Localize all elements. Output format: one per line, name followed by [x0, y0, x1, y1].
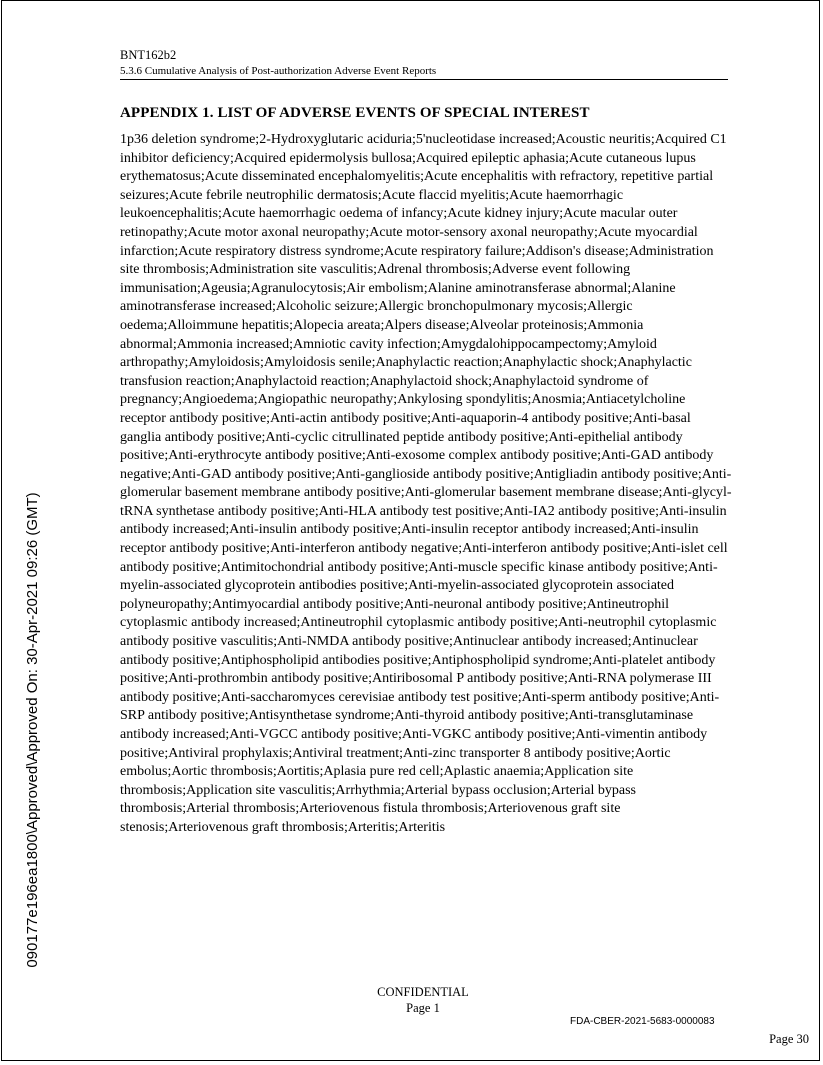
appendix-title: APPENDIX 1. LIST OF ADVERSE EVENTS OF SPECIAL INTEREST	[120, 105, 590, 121]
fda-document-id: FDA-CBER-2021-5683-0000083	[570, 1016, 715, 1027]
adverse-events-list: 1p36 deletion syndrome;2-Hydroxyglutaric aciduria;5'nucleotidase increased;Acoustic neuritis;Acquired C1 inhibitor deficiency;Acquired epidermolysis bullosa;Acquired epileptic aphasia;Acute cutaneous lupus erythematosus;Acute disseminated encephalomyelitis;Acute encephalitis with refractory, repetitive partial seizures;Acute febrile neutrophilic dermatosis;Acute flaccid myelitis;Acute haemorrhagic leukoencephalitis;Acute haemorrhagic oedema of infancy;Acute kidney injury;Acute macular outer retinopathy;Acute motor axonal neuropathy;Acute motor-sensory axonal neuropathy;Acute myocardial infarction;Acute respiratory distress syndrome;Acute respiratory failure;Addison's disease;Administration site thrombosis;Administration site vasculitis;Adrenal thrombosis;Adverse event following immunisation;Ageusia;Agranulocytosis;Air embolism;Alanine aminotransferase abnormal;Alanine aminotransferase increased;Alcoholic seizure;Allergic bronchopulmonary mycosis;Allergic oedema;Alloimmune hepatitis;Alopecia areata;Alpers disease;Alveolar proteinosis;Ammonia abnormal;Ammonia increased;Amniotic cavity infection;Amygdalohippocampectomy;Amyloid arthropathy;Amyloidosis;Amyloidosis senile;Anaphylactic reaction;Anaphylactic shock;Anaphylactic transfusion reaction;Anaphylactoid reaction;Anaphylactoid shock;Anaphylactoid syndrome of pregnancy;Angioedema;Angiopathic neuropathy;Ankylosing spondylitis;Anosmia;Antiacetylcholine receptor antibody positive;Anti-actin antibody positive;Anti-aquaporin-4 antibody positive;Anti-basal ganglia antibody positive;Anti-cyclic citrullinated peptide antibody positive;Anti-epithelial antibody positive;Anti-erythrocyte antibody positive;Anti-exosome complex antibody positive;Anti-GAD antibody negative;Anti-GAD antibody positive;Anti-ganglioside antibody positive;Antigliadin antibody positive;Anti-glomerular basement membrane antibody positive;Anti-glomerular basement membrane disease;Anti-glycyl-tRNA synthetase antibody positive;Anti-HLA antibody test positive;Anti-IA2 antibody positive;Anti-insulin antibody increased;Anti-insulin antibody positive;Anti-insulin receptor antibody increased;Anti-insulin receptor antibody positive;Anti-interferon antibody negative;Anti-interferon antibody positive;Anti-islet cell antibody positive;Antimitochondrial antibody positive;Anti-muscle specific kinase antibody positive;Anti-myelin-associated glycoprotein antibodies positive;Anti-myelin-associated glycoprotein associated polyneuropathy;Antimyocardial antibody positive;Anti-neuronal antibody positive;Antineutrophil cytoplasmic antibody increased;Antineutrophil cytoplasmic antibody positive;Anti-neutrophil cytoplasmic antibody positive vasculitis;Anti-NMDA antibody positive;Antinuclear antibody increased;Antinuclear antibody positive;Antiphospholipid antibodies positive;Antiphospholipid syndrome;Anti-platelet antibody positive;Anti-prothrombin antibody positive;Antiribosomal P antibody positive;Anti-RNA polymerase III antibody positive;Anti-saccharomyces cerevisiae antibody test positive;Anti-sperm antibody positive;Anti-SRP antibody positive;Antisynthetase syndrome;Anti-thyroid antibody positive;Anti-transglutaminase antibody increased;Anti-VGCC antibody positive;Anti-VGKC antibody positive;Anti-vimentin antibody positive;Antiviral prophylaxis;Antiviral treatment;Anti-zinc transporter 8 antibody positive;Aortic embolus;Aortic thrombosis;Aortitis;Aplasia pure red cell;Aplastic anaemia;Application site thrombosis;Application site vasculitis;Arrhythmia;Arterial bypass occlusion;Arterial bypass thrombosis;Arterial thrombosis;Arteriovenous fistula thrombosis;Arteriovenous graft site stenosis;Arteriovenous graft thrombosis;Arteritis;Arteritis	[120, 132, 732, 835]
page-number: Page 1	[406, 1001, 440, 1015]
document-id: BNT162b2	[120, 48, 177, 62]
approval-stamp: 090177e196ea1800\Approved\Approved On: 30-Apr-2021 09:26 (GMT)	[24, 492, 41, 968]
outer-page-number: Page 30	[769, 1032, 809, 1046]
confidential-label: CONFIDENTIAL	[377, 985, 469, 999]
header-rule	[120, 79, 728, 80]
document-section-title: 5.3.6 Cumulative Analysis of Post-authorization Adverse Event Reports	[120, 65, 437, 77]
